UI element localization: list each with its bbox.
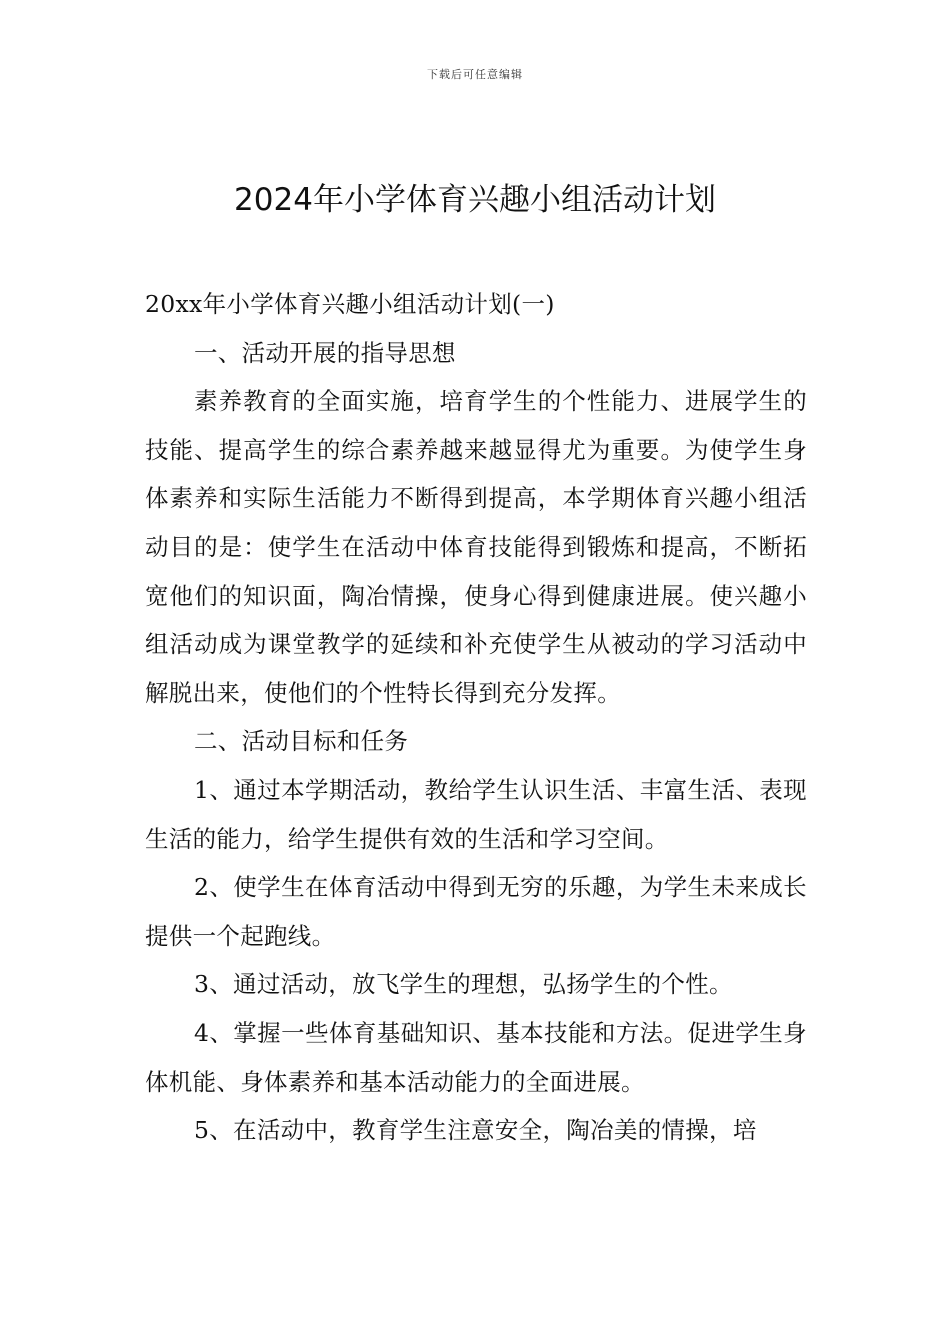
goal-item-2: 2、使学生在体育活动中得到无穷的乐趣，为学生未来成长提供一个起跑线。 bbox=[145, 873, 807, 950]
goal-item-1: 1、通过本学期活动，教给学生认识生活、丰富生活、表现生活的能力，给学生提供有效的生活和学习空间。 bbox=[145, 775, 807, 853]
section-heading-plan: 20xx年小学体育兴趣小组活动计划(一) bbox=[145, 290, 555, 318]
goal-item-3: 3、通过活动，放飞学生的理想，弘扬学生的个性。 bbox=[194, 970, 733, 999]
section-heading-guiding-thought: 一、活动开展的指导思想 bbox=[194, 338, 456, 367]
document-title: 2024年小学体育兴趣小组活动计划 bbox=[234, 182, 716, 218]
section-heading-goals: 二、活动目标和任务 bbox=[194, 727, 409, 756]
goal-item-4: 4、掌握一些体育基础知识、基本技能和方法。促进学生身体机能、身体素养和基本活动能力的全面进展。 bbox=[145, 1018, 807, 1096]
header-note: 下载后可任意编辑 bbox=[427, 68, 523, 81]
paragraph-guiding-thought: 素养教育的全面实施，培育学生的个性能力、进展学生的技能、提高学生的综合素养越来越显得尤为重要。为使学生身体素养和实际生活能力不断得到提高，本学期体育兴趣小组活动目的是：使学生在活动中体育技能得到锻炼和提高，不断拓宽他们的知识面，陶冶情操，使身心得到健康进展。使兴趣小组活动成为课堂教学的延续和补充使学生从被动的学习活动中解脱出来，使他们的个性特长得到充分发挥。 bbox=[145, 387, 807, 707]
goal-item-5: 5、在活动中，教育学生注意安全，陶冶美的情操，培 bbox=[194, 1116, 757, 1145]
document-body bbox=[145, 280, 807, 1155]
